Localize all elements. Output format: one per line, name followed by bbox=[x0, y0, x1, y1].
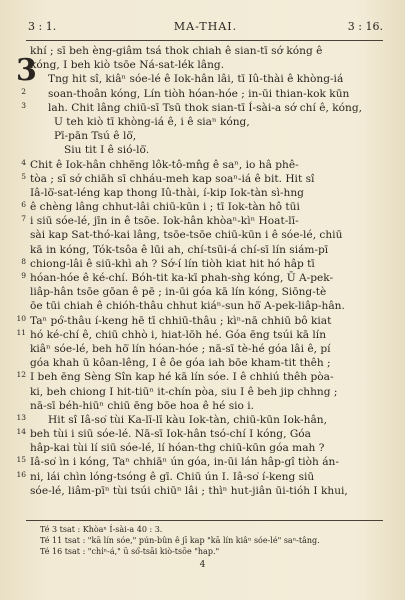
line-text: sóe-lé, liâm-pīⁿ tùi tsúi chiūⁿ lâi ; thìⁿ hut-jiân ūi-tióh I khui, bbox=[30, 484, 348, 497]
footnote-rule bbox=[26, 520, 383, 521]
text-line bbox=[16, 441, 386, 455]
line-text: tòa ; sī sớ chiāh sī chháu-meh kap soaⁿ-iá ê bit. Hit sî bbox=[30, 172, 315, 185]
header-rule bbox=[26, 40, 383, 41]
header-chapter-end: 3 : 16. bbox=[347, 20, 383, 33]
text-line bbox=[16, 356, 386, 370]
line-text: Pī-pān Tsú ê lō͘, bbox=[54, 130, 137, 143]
verse-number: 12 bbox=[16, 370, 26, 380]
verse-number: 5 bbox=[21, 171, 26, 181]
line-text: Siu tit I ê sió-lō͘. bbox=[64, 144, 150, 157]
text-line bbox=[16, 328, 386, 342]
line-text: sài kap Sat-thó-kai lâng, tsōe-tsōe chiū-kūn i ê sóe-lé, chiū bbox=[30, 229, 343, 242]
text-line bbox=[16, 87, 386, 101]
line-text: Iâ-lō͘-sat-léng kap thong Iû-thài, í-kip Iok-tàn sì-hng bbox=[30, 186, 304, 199]
verse-number: 6 bbox=[21, 200, 26, 210]
line-text: i siū sóe-lé, jīn in ê tsōe. Iok-hân khòaⁿ-kìⁿ Hoat-lī- bbox=[30, 215, 299, 228]
line-text: soan-thoân kóng, Lín tiòh hóan-hóe ; in-ūi thian-kok kūn bbox=[48, 87, 350, 100]
text-line bbox=[16, 44, 386, 58]
text-line bbox=[16, 314, 386, 328]
text-line bbox=[16, 455, 386, 469]
header-book-title: MA-THAI. bbox=[173, 20, 238, 33]
verse-number: 13 bbox=[16, 412, 26, 422]
text-line bbox=[16, 101, 386, 115]
running-header bbox=[28, 20, 383, 38]
verse-number: 8 bbox=[21, 256, 26, 266]
line-text: hâp-kai tùi lí siū sóe-lé, lí hóan-thg chiū-kūn góa mah ? bbox=[30, 442, 325, 455]
verse-number: 4 bbox=[21, 157, 26, 167]
text-line bbox=[16, 72, 386, 86]
line-text: hóan-hóe ê ké-chí. Bóh-tit ka-kī phah-sǹg kóng, Ū A-pek- bbox=[30, 272, 334, 284]
line-text: Taⁿ pó͘-thâu í-keng hē tī chhiū-thâu ; kìⁿ-nā chhiū bô kiat bbox=[30, 314, 332, 327]
page-number: 4 bbox=[199, 560, 206, 570]
text-line bbox=[16, 385, 386, 399]
text-line bbox=[16, 214, 386, 228]
line-text: ki, beh chiong I hit-tiūⁿ it-chín pòa, siu I ê beh jip chhng ; bbox=[30, 385, 338, 398]
line-text: chiong-lâi ê siū-khì ah ? Sớ-í lín tiòh kiat hit hó hâp tī bbox=[30, 257, 315, 270]
text-line bbox=[16, 257, 386, 271]
text-line bbox=[16, 399, 386, 413]
text-line bbox=[16, 370, 386, 384]
verse-number: 2 bbox=[21, 86, 26, 96]
text-line bbox=[16, 427, 386, 441]
verse-number: 15 bbox=[16, 455, 26, 465]
text-line bbox=[16, 470, 386, 484]
scripture-text bbox=[16, 44, 386, 498]
line-text: Hit sî Iâ-so͘ tùi Ka-lī-lī kàu Iok-tàn, chiū-kūn Iok-hân, bbox=[48, 413, 327, 426]
footnote: Té 16 tsat : "chi̍ⁿ-á," ū só͘-tsāi kiò-tsōe "hap." bbox=[40, 547, 220, 556]
text-line bbox=[16, 271, 386, 285]
text-line bbox=[16, 285, 386, 299]
text-line bbox=[16, 115, 386, 129]
chapter-number: 3 bbox=[16, 53, 37, 88]
verse-number: 9 bbox=[21, 271, 26, 280]
verse-number: 10 bbox=[16, 313, 26, 323]
footnote: Té 3 tsat : Khòaⁿ Í-sài-a 40 : 3. bbox=[40, 525, 163, 534]
line-text: ê chèng lâng chhut-lâi chiū-kūn i ; tī Iok-tàn hô tūi bbox=[30, 201, 300, 214]
line-text: Iâ-so͘ ìn i kóng, Taⁿ chhiāⁿ ún góa, in-ūi lán hâp-gî tiòh án- bbox=[30, 456, 339, 469]
text-line bbox=[16, 243, 386, 257]
verse-number: 16 bbox=[16, 469, 26, 479]
line-text: ni, lái chìn lóng-tsóng ê gī. Chiū ún I. Iâ-so͘ í-keng siū bbox=[30, 470, 315, 483]
line-text: lah. Chit lâng chiū-sī Tsū thok sian-tī Í-sài-a sớ chí ê, kóng, bbox=[48, 101, 362, 114]
line-text: nā-sī béh-hiūⁿ chiū ēng bōe hoa ê hé sio i. bbox=[30, 399, 255, 412]
footnotes bbox=[40, 524, 383, 557]
line-text: Chit ê Iok-hân chhēng lôk-tô-mn̂g ê saⁿ, io hâ phê- bbox=[30, 158, 299, 171]
text-line bbox=[16, 143, 386, 157]
line-text: góa khah ū kôan-lêng, I ê ôe góa iah bōe kham-tit thêh ; bbox=[30, 357, 331, 370]
verse-number: 7 bbox=[21, 214, 26, 224]
line-text: beh tùi i siū sóe-lé. Nā-sī Iok-hân tsó-chí I kóng, Góa bbox=[30, 428, 311, 441]
line-text: hó ké-chí ê, chiū chhò i, hiat-lōh hé. Góa ēng tsúi kā lín bbox=[30, 328, 327, 341]
verse-number: 11 bbox=[16, 327, 26, 337]
text-line bbox=[16, 172, 386, 186]
line-text: kóng, I beh kiò tsōe Ná-sat-lék lâng. bbox=[30, 59, 225, 72]
verse-number: 14 bbox=[16, 427, 26, 437]
verse-number: 3 bbox=[21, 100, 26, 110]
text-line bbox=[16, 342, 386, 356]
text-line bbox=[16, 129, 386, 143]
text-line bbox=[16, 413, 386, 427]
header-chapter-start: 3 : 1. bbox=[28, 20, 57, 33]
text-line bbox=[16, 186, 386, 200]
text-line bbox=[16, 200, 386, 214]
text-line bbox=[16, 484, 386, 498]
line-text: kā in kóng, Tók-tsôa ê lūi ah, chí-tsūi-á chí-sī lín siám-pī bbox=[30, 243, 329, 256]
line-text: ōe tūi chiah ê chióh-thâu chhut kiáⁿ-sun hō͘ A-pek-liâp-hân. bbox=[30, 300, 345, 313]
line-text: kiâⁿ sóe-lé, beh hō͘ lín hóan-hóe ; nā-sī tè-hé góa lâi ê, pí bbox=[30, 342, 331, 355]
line-text: Tng hit sî, kiâⁿ sóe-lé ê Iok-hân lâi, tī Iû-thài ê khòng-iá bbox=[48, 73, 344, 86]
footnote: Té 11 tsat : "kā lín sóe," pún-bûn ê jī kap "kā lín kiâⁿ sóe-lé" saⁿ-tâng. bbox=[40, 536, 320, 545]
line-text: liâp-hân tsōe gōan ê pē ; in-ūi góa kā lín kóng, Siōng-tè bbox=[30, 286, 327, 299]
line-text: U teh kiò tī khòng-iá ê, i ê siaⁿ kóng, bbox=[54, 115, 250, 128]
line-text: khí ; sī beh èng-giâm tsá thok chiah ê sian-tī sớ kóng ê bbox=[30, 45, 323, 57]
line-text: I beh ēng Sèng Sîn kap hé kā lín sóe. I ê chhiú thêh pòa- bbox=[30, 371, 334, 384]
text-line bbox=[16, 158, 386, 172]
text-line bbox=[16, 299, 386, 313]
text-line bbox=[16, 58, 386, 72]
text-line bbox=[16, 228, 386, 242]
